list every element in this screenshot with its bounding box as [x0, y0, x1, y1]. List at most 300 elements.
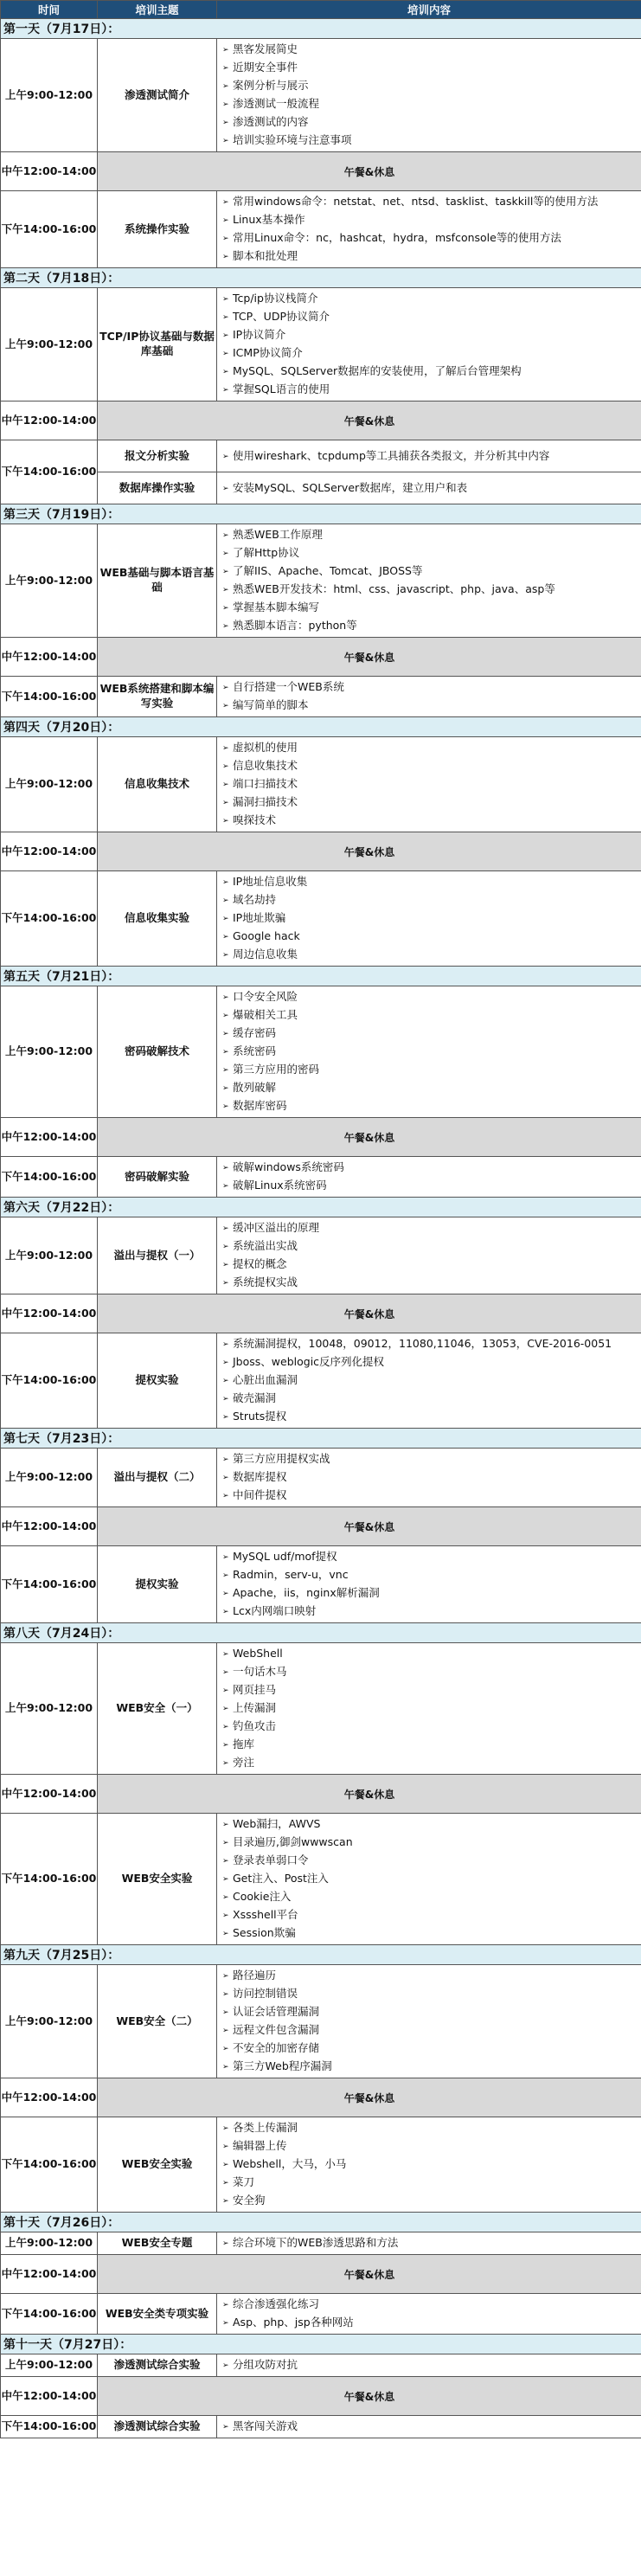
- session-row: [1, 39, 641, 152]
- session-row: [1, 1965, 641, 2078]
- day-label: 第十一天（7月27日）：: [1, 2335, 641, 2354]
- checkbox-arrow-bullet-icon: ➢: [222, 1553, 229, 1562]
- day-label: 第二天（7月18日）：: [1, 268, 641, 288]
- checkbox-arrow-bullet-icon: ➢: [222, 2124, 229, 2133]
- content-item-text: 旁注: [233, 1756, 255, 1769]
- content-item-text: 渗透测试的内容: [233, 115, 309, 128]
- session-time: 下午14:00-16:00: [1, 1814, 98, 1945]
- content-item: [222, 95, 639, 113]
- content-item-text: 破解Linux系统密码: [233, 1179, 327, 1192]
- session-time: 中午12:00-14:00: [1, 401, 98, 440]
- checkbox-arrow-bullet-icon: ➢: [222, 2045, 229, 2053]
- checkbox-arrow-bullet-icon: ➢: [222, 1224, 229, 1233]
- content-item-text: 系统提权实战: [233, 1275, 298, 1288]
- content-item: [222, 909, 639, 928]
- checkbox-arrow-bullet-icon: ➢: [222, 915, 229, 923]
- content-item-text: Jboss、weblogic反序列化提权: [233, 1355, 385, 1368]
- session-topic: 提权实验: [98, 1546, 217, 1623]
- content-item: [222, 946, 639, 964]
- checkbox-arrow-bullet-icon: ➢: [222, 799, 229, 807]
- content-item-text: Linux基本操作: [233, 213, 305, 226]
- checkbox-arrow-bullet-icon: ➢: [222, 2239, 229, 2248]
- checkbox-arrow-bullet-icon: ➢: [222, 452, 229, 461]
- break-row: [1, 2255, 641, 2294]
- content-item-text: 口令安全风险: [233, 990, 298, 1003]
- checkbox-arrow-bullet-icon: ➢: [222, 234, 229, 243]
- checkbox-arrow-bullet-icon: ➢: [222, 1340, 229, 1349]
- day-label: 第十天（7月26日）：: [1, 2213, 641, 2232]
- content-item: [222, 1450, 639, 1468]
- session-time: 上午9:00-12:00: [1, 288, 98, 401]
- content-item: [222, 1645, 639, 1663]
- checkbox-arrow-bullet-icon: ➢: [222, 253, 229, 261]
- content-item-text: 不安全的加密存储: [233, 2041, 320, 2054]
- content-item-text: 系统密码: [233, 1044, 277, 1057]
- session-row: [1, 1643, 641, 1775]
- content-item-text: Web漏扫，AWVS: [233, 1817, 321, 1830]
- break-label: 午餐&休息: [98, 1507, 641, 1546]
- break-row: [1, 2078, 641, 2117]
- checkbox-arrow-bullet-icon: ➢: [222, 1705, 229, 1713]
- content-item-text: 分组攻防对抗: [233, 2358, 298, 2371]
- content-item: [222, 1834, 639, 1852]
- checkbox-arrow-bullet-icon: ➢: [222, 1261, 229, 1269]
- content-item: [222, 1487, 639, 1505]
- checkbox-arrow-bullet-icon: ➢: [222, 1182, 229, 1191]
- session-content: [217, 524, 641, 638]
- break-row: [1, 1775, 641, 1814]
- checkbox-arrow-bullet-icon: ➢: [222, 684, 229, 692]
- checkbox-arrow-bullet-icon: ➢: [222, 549, 229, 558]
- content-item: [222, 363, 639, 381]
- content-list: [222, 1159, 639, 1195]
- checkbox-arrow-bullet-icon: ➢: [222, 568, 229, 576]
- session-content: [217, 1217, 641, 1294]
- content-item-text: 周边信息收集: [233, 948, 298, 960]
- content-item-text: 各类上传漏洞: [233, 2121, 298, 2134]
- break-row: [1, 638, 641, 677]
- content-item: [222, 1177, 639, 1195]
- content-item-text: 嗅探技术: [233, 813, 277, 826]
- checkbox-arrow-bullet-icon: ➢: [222, 1102, 229, 1111]
- checkbox-arrow-bullet-icon: ➢: [222, 1990, 229, 1999]
- content-item: [222, 2003, 639, 2021]
- checkbox-arrow-bullet-icon: ➢: [222, 2008, 229, 2017]
- content-list: [222, 2234, 639, 2252]
- checkbox-arrow-bullet-icon: ➢: [222, 1857, 229, 1866]
- checkbox-arrow-bullet-icon: ➢: [222, 313, 229, 322]
- content-item-text: 第三方应用的密码: [233, 1063, 320, 1076]
- session-row: [1, 677, 641, 717]
- session-time: 中午12:00-14:00: [1, 2377, 98, 2416]
- session-time: 中午12:00-14:00: [1, 2255, 98, 2294]
- checkbox-arrow-bullet-icon: ➢: [222, 137, 229, 145]
- content-item: [222, 1043, 639, 1061]
- checkbox-arrow-bullet-icon: ➢: [222, 1972, 229, 1981]
- session-row: [1, 2354, 641, 2377]
- content-item-text: 登录表单弱口令: [233, 1853, 309, 1866]
- session-row: [1, 2416, 641, 2438]
- content-item: [222, 1237, 639, 1256]
- session-row: [1, 1449, 641, 1507]
- session-time: 上午9:00-12:00: [1, 1965, 98, 2078]
- content-item: [222, 41, 639, 59]
- content-item-text: 综合环境下的WEB渗透思路和方法: [233, 2236, 399, 2249]
- content-item: [222, 1754, 639, 1772]
- header-topic: 培训主题: [98, 1, 217, 19]
- content-item-text: 缓存密码: [233, 1026, 277, 1039]
- content-item-text: IP地址欺骗: [233, 911, 286, 924]
- session-topic: 提权实验: [98, 1333, 217, 1429]
- content-list: [222, 1450, 639, 1505]
- checkbox-arrow-bullet-icon: ➢: [222, 702, 229, 710]
- content-item-text: 缓冲区溢出的原理: [233, 1221, 320, 1234]
- session-topic: TCP/IP协议基础与数据库基础: [98, 288, 217, 401]
- break-label: 午餐&休息: [98, 832, 641, 871]
- break-label: 午餐&休息: [98, 2078, 641, 2117]
- content-list: [222, 41, 639, 150]
- session-topic: 渗透测试综合实验: [98, 2354, 217, 2377]
- session-time: 中午12:00-14:00: [1, 152, 98, 191]
- content-item: [222, 793, 639, 812]
- content-list: [222, 526, 639, 635]
- content-item-text: 目录遍历,御剑wwwscan: [233, 1835, 353, 1848]
- content-item-text: 编写简单的脚本: [233, 698, 309, 711]
- break-label: 午餐&休息: [98, 152, 641, 191]
- session-topic: 溢出与提权（一）: [98, 1217, 217, 1294]
- content-item-text: WebShell: [233, 1647, 283, 1660]
- content-item-text: 脚本和批处理: [233, 249, 298, 262]
- day-label: 第八天（7月24日）：: [1, 1623, 641, 1643]
- content-item: [222, 757, 639, 775]
- day-label: 第四天（7月20日）：: [1, 717, 641, 737]
- content-item: [222, 2137, 639, 2155]
- break-label: 午餐&休息: [98, 2377, 641, 2416]
- content-item: [222, 812, 639, 830]
- checkbox-arrow-bullet-icon: ➢: [222, 1279, 229, 1288]
- session-time: 上午9:00-12:00: [1, 1643, 98, 1775]
- session-topic: WEB基础与脚本语言基础: [98, 524, 217, 638]
- content-item-text: 近期安全事件: [233, 61, 298, 74]
- checkbox-arrow-bullet-icon: ➢: [222, 1474, 229, 1482]
- session-topic: WEB安全（一）: [98, 1643, 217, 1775]
- session-content: [217, 2294, 641, 2335]
- content-item-text: ICMP协议简介: [233, 346, 303, 359]
- content-item: [222, 211, 639, 229]
- session-content: [217, 986, 641, 1118]
- break-row: [1, 832, 641, 871]
- session-time: 中午12:00-14:00: [1, 832, 98, 871]
- content-item: [222, 928, 639, 946]
- session-content: [217, 2354, 641, 2377]
- checkbox-arrow-bullet-icon: ➢: [222, 2027, 229, 2035]
- content-item: [222, 1219, 639, 1237]
- checkbox-arrow-bullet-icon: ➢: [222, 216, 229, 225]
- session-content: [217, 472, 641, 504]
- content-item-text: Radmin，serv-u，vnc: [233, 1568, 349, 1581]
- session-content: [217, 1333, 641, 1429]
- day-row: [1, 2213, 641, 2232]
- content-list: [222, 739, 639, 830]
- session-row: [1, 1217, 641, 1294]
- content-item-text: Webshell，大马，小马: [233, 2157, 347, 2170]
- content-item-text: 培训实验环境与注意事项: [233, 133, 352, 146]
- content-item-text: Google hack: [233, 929, 300, 942]
- content-item: [222, 290, 639, 308]
- session-row: [1, 288, 641, 401]
- content-item: [222, 617, 639, 635]
- content-item-text: 案例分析与展示: [233, 79, 309, 92]
- checkbox-arrow-bullet-icon: ➢: [222, 1030, 229, 1038]
- content-item-text: MySQL udf/mof提权: [233, 1550, 337, 1563]
- session-row: [1, 737, 641, 832]
- session-content: [217, 2117, 641, 2213]
- session-content: [217, 2232, 641, 2255]
- session-time: 中午12:00-14:00: [1, 638, 98, 677]
- content-item: [222, 1699, 639, 1718]
- content-item: [222, 113, 639, 132]
- checkbox-arrow-bullet-icon: ➢: [222, 1930, 229, 1938]
- session-row: [1, 871, 641, 967]
- session-content: [217, 191, 641, 268]
- content-list: [222, 2296, 639, 2332]
- break-label: 午餐&休息: [98, 401, 641, 440]
- session-row: [1, 191, 641, 268]
- day-label: 第九天（7月25日）：: [1, 1945, 641, 1965]
- day-row: [1, 19, 641, 39]
- session-topic: WEB安全（二）: [98, 1965, 217, 2078]
- content-list: [222, 873, 639, 964]
- content-item: [222, 229, 639, 247]
- content-item-text: 自行搭建一个WEB系统: [233, 680, 344, 693]
- day-label: 第五天（7月21日）：: [1, 967, 641, 986]
- session-topic: 溢出与提权（二）: [98, 1449, 217, 1507]
- day-row: [1, 268, 641, 288]
- content-item: [222, 1663, 639, 1681]
- session-time: 下午14:00-16:00: [1, 1333, 98, 1429]
- day-row: [1, 967, 641, 986]
- content-item: [222, 1985, 639, 2003]
- day-row: [1, 1429, 641, 1449]
- session-time: 中午12:00-14:00: [1, 2078, 98, 2117]
- content-item: [222, 1353, 639, 1372]
- content-item-text: MySQL、SQLServer数据库的安装使用，了解后台管理架构: [233, 364, 522, 377]
- checkbox-arrow-bullet-icon: ➢: [222, 896, 229, 905]
- content-list: [222, 988, 639, 1115]
- day-label: 第三天（7月19日）：: [1, 504, 641, 524]
- checkbox-arrow-bullet-icon: ➢: [222, 1686, 229, 1695]
- content-item: [222, 193, 639, 211]
- content-item: [222, 1159, 639, 1177]
- session-time: 上午9:00-12:00: [1, 2354, 98, 2377]
- content-list: [222, 678, 639, 715]
- content-item: [222, 1584, 639, 1603]
- content-item: [222, 1870, 639, 1888]
- checkbox-arrow-bullet-icon: ➢: [222, 1668, 229, 1677]
- break-label: 午餐&休息: [98, 1118, 641, 1157]
- checkbox-arrow-bullet-icon: ➢: [222, 622, 229, 631]
- checkbox-arrow-bullet-icon: ➢: [222, 1839, 229, 1847]
- break-label: 午餐&休息: [98, 2255, 641, 2294]
- session-time: 下午14:00-16:00: [1, 677, 98, 717]
- content-item-text: 散列破解: [233, 1081, 277, 1094]
- content-item-text: 熟悉WEB开发技术：html、css、javascript、php、java、asp等: [233, 582, 555, 595]
- checkbox-arrow-bullet-icon: ➢: [222, 1243, 229, 1251]
- content-item: [222, 132, 639, 150]
- content-item-text: 常用Linux命令：nc，hashcat，hydra，msfconsole等的使用方法: [233, 231, 561, 244]
- content-item: [222, 2155, 639, 2174]
- content-item: [222, 1025, 639, 1043]
- checkbox-arrow-bullet-icon: ➢: [222, 2319, 229, 2328]
- content-item-text: 数据库密码: [233, 1099, 287, 1112]
- content-item: [222, 739, 639, 757]
- checkbox-arrow-bullet-icon: ➢: [222, 2063, 229, 2072]
- checkbox-arrow-bullet-icon: ➢: [222, 781, 229, 789]
- session-topic: 密码破解技术: [98, 986, 217, 1118]
- session-topic: 密码破解实验: [98, 1157, 217, 1198]
- session-content: [217, 39, 641, 152]
- content-list: [222, 447, 639, 466]
- content-item: [222, 544, 639, 562]
- day-row: [1, 717, 641, 737]
- content-item: [222, 581, 639, 599]
- table-header-row: [1, 1, 641, 19]
- content-list: [222, 1645, 639, 1772]
- checkbox-arrow-bullet-icon: ➢: [222, 1377, 229, 1385]
- checkbox-arrow-bullet-icon: ➢: [222, 1893, 229, 1902]
- checkbox-arrow-bullet-icon: ➢: [222, 1608, 229, 1616]
- checkbox-arrow-bullet-icon: ➢: [222, 331, 229, 340]
- content-item-text: 心脏出血漏洞: [233, 1373, 298, 1386]
- content-item-text: Session欺骗: [233, 1926, 296, 1939]
- session-topic: 信息收集实验: [98, 871, 217, 967]
- session-topic: WEB安全实验: [98, 1814, 217, 1945]
- content-item: [222, 1006, 639, 1025]
- content-item: [222, 599, 639, 617]
- session-time: 中午12:00-14:00: [1, 1294, 98, 1333]
- session-row: [1, 2232, 641, 2255]
- session-row: [1, 440, 641, 472]
- session-row: [1, 1814, 641, 1945]
- content-item: [222, 247, 639, 266]
- session-row: [1, 524, 641, 638]
- content-item-text: Asp、php、jsp各种网站: [233, 2316, 354, 2329]
- content-item-text: 远程文件包含漏洞: [233, 2023, 320, 2036]
- checkbox-arrow-bullet-icon: ➢: [222, 2161, 229, 2169]
- checkbox-arrow-bullet-icon: ➢: [222, 762, 229, 771]
- session-time: 下午14:00-16:00: [1, 2294, 98, 2335]
- session-time: 下午14:00-16:00: [1, 1546, 98, 1623]
- content-item: [222, 1566, 639, 1584]
- session-topic: 数据库操作实验: [98, 472, 217, 504]
- day-label: 第七天（7月23日）：: [1, 1429, 641, 1449]
- checkbox-arrow-bullet-icon: ➢: [222, 1012, 229, 1020]
- content-item-text: 系统溢出实战: [233, 1239, 298, 1252]
- content-item-text: Lcx内网端口映射: [233, 1604, 317, 1617]
- content-list: [222, 2356, 639, 2374]
- day-row: [1, 1198, 641, 1217]
- content-item-text: 数据库提权: [233, 1470, 287, 1483]
- session-topic: 系统操作实验: [98, 191, 217, 268]
- session-content: [217, 288, 641, 401]
- checkbox-arrow-bullet-icon: ➢: [222, 1066, 229, 1075]
- content-item: [222, 1097, 639, 1115]
- checkbox-arrow-bullet-icon: ➢: [222, 1741, 229, 1750]
- content-item: [222, 2058, 639, 2076]
- checkbox-arrow-bullet-icon: ➢: [222, 2197, 229, 2206]
- day-label: 第六天（7月22日）：: [1, 1198, 641, 1217]
- content-item: [222, 1815, 639, 1834]
- content-item-text: 上传漏洞: [233, 1701, 277, 1714]
- session-content: [217, 1157, 641, 1198]
- content-item: [222, 873, 639, 891]
- session-topic: 渗透测试综合实验: [98, 2416, 217, 2438]
- content-item-text: 拖库: [233, 1738, 255, 1751]
- session-time: 上午9:00-12:00: [1, 1449, 98, 1507]
- checkbox-arrow-bullet-icon: ➢: [222, 1571, 229, 1580]
- content-item-text: 访问控制错误: [233, 1987, 298, 2000]
- session-time: 上午9:00-12:00: [1, 737, 98, 832]
- checkbox-arrow-bullet-icon: ➢: [222, 1821, 229, 1829]
- checkbox-arrow-bullet-icon: ➢: [222, 586, 229, 594]
- content-item-text: TCP、UDP协议简介: [233, 310, 330, 323]
- session-topic: 信息收集技术: [98, 737, 217, 832]
- session-content: [217, 1449, 641, 1507]
- checkbox-arrow-bullet-icon: ➢: [222, 2423, 229, 2431]
- content-list: [222, 1815, 639, 1943]
- session-topic: 渗透测试简介: [98, 39, 217, 152]
- checkbox-arrow-bullet-icon: ➢: [222, 1492, 229, 1500]
- session-row: [1, 1333, 641, 1429]
- day-row: [1, 1623, 641, 1643]
- content-item: [222, 479, 639, 498]
- content-item-text: 虚拟机的使用: [233, 741, 298, 754]
- content-item: [222, 2314, 639, 2332]
- content-item-text: IP地址信息收集: [233, 875, 308, 888]
- content-item: [222, 2174, 639, 2192]
- session-row: [1, 2294, 641, 2335]
- checkbox-arrow-bullet-icon: ➢: [222, 1723, 229, 1731]
- content-item: [222, 1852, 639, 1870]
- session-time: 中午12:00-14:00: [1, 1507, 98, 1546]
- session-content: [217, 737, 641, 832]
- session-time: 上午9:00-12:00: [1, 1217, 98, 1294]
- content-item: [222, 2418, 639, 2436]
- content-item-text: 第三方应用提权实战: [233, 1452, 330, 1465]
- content-list: [222, 1335, 639, 1426]
- content-item-text: 熟悉WEB工作原理: [233, 528, 323, 541]
- session-content: [217, 677, 641, 717]
- checkbox-arrow-bullet-icon: ➢: [222, 951, 229, 960]
- content-item-text: 了解Http协议: [233, 546, 300, 559]
- session-content: [217, 1965, 641, 2078]
- content-item-text: 第三方Web程序漏洞: [233, 2059, 332, 2072]
- content-item-text: 网页挂马: [233, 1683, 277, 1696]
- content-item: [222, 1335, 639, 1353]
- content-item: [222, 77, 639, 95]
- session-time: 下午14:00-16:00: [1, 191, 98, 268]
- content-item-text: 破壳漏洞: [233, 1391, 277, 1404]
- content-item-text: 一句话木马: [233, 1665, 287, 1678]
- session-time: 上午9:00-12:00: [1, 986, 98, 1118]
- session-topic: WEB安全专题: [98, 2232, 217, 2255]
- content-item-text: 熟悉脚本语言：python等: [233, 619, 357, 632]
- content-list: [222, 1967, 639, 2076]
- checkbox-arrow-bullet-icon: ➢: [222, 1359, 229, 1367]
- content-item: [222, 1548, 639, 1566]
- checkbox-arrow-bullet-icon: ➢: [222, 1455, 229, 1464]
- day-row: [1, 504, 641, 524]
